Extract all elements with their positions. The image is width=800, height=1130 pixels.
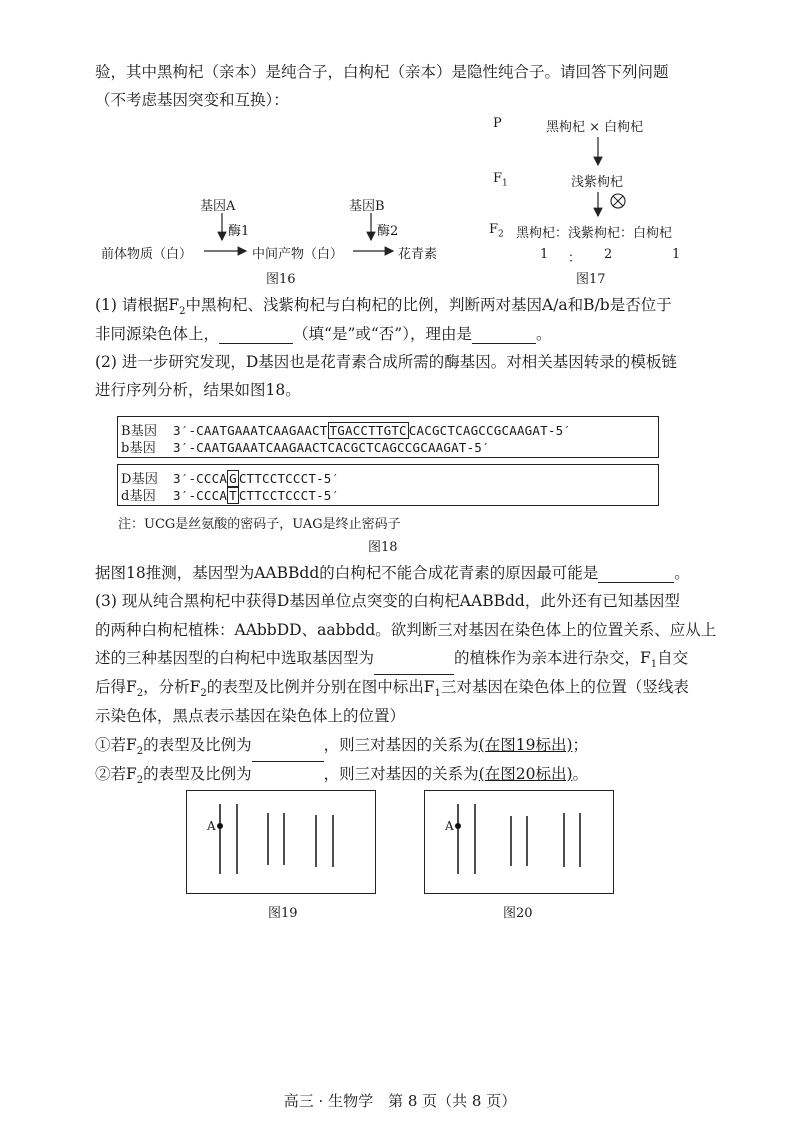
cross-arrows xyxy=(0,0,800,300)
q3-blank-genotype xyxy=(374,658,454,675)
figure-20-caption: 图20 xyxy=(503,906,533,921)
lb-gene-seq: b基因 3′-CAATGAAATCAAGAACTCACGCTCAGCCGCAAGAT-5′ xyxy=(121,440,490,456)
f1-label: $F_1$ xyxy=(493,171,508,189)
figure-18-caption: 图18 xyxy=(368,540,398,555)
figure-20-chromosomes xyxy=(425,791,613,893)
f1-value: 浅紫枸杞 xyxy=(571,175,624,190)
p-cross: 黑枸杞 × 白枸杞 xyxy=(546,120,644,135)
ld-gene-boxed: T xyxy=(229,488,237,503)
q3-line-3: 述的三种基因型的白枸杞中选取基因型为 的植株作为亲本进行杂交，$F_1$自交 xyxy=(95,648,688,675)
q2-line-2: 进行序列分析，结果如图18。 xyxy=(95,381,301,399)
gene-b-label: 基因B xyxy=(349,199,385,214)
q2-line-1: (2) 进一步研究发现，D基因也是花青素合成所需的酶基因。对相关基因转录的模板链 xyxy=(95,353,677,371)
b-gene-boxed: TGACCTTGTC xyxy=(329,423,407,438)
figure-20-gene-label: A xyxy=(445,819,454,833)
figure-19-gene-label: A xyxy=(207,819,216,833)
q3-sub-2: ②若$F_2$的表型及比例为 ，则三对基因的关系为(在图20标出)。 xyxy=(95,764,588,791)
q2b-blank xyxy=(598,566,674,583)
ratio-1: 1 xyxy=(540,247,549,262)
ratio-colon: ： xyxy=(568,251,582,266)
figure-19-caption: 图19 xyxy=(268,906,298,921)
ld-gene-seq: d基因 3′-CCCA T CTTCCTCCCT-5′ xyxy=(121,488,340,504)
q3-sub1-blank xyxy=(252,745,324,762)
figure-17-caption: 图17 xyxy=(576,272,606,287)
figure-18-note: 注：UCG是丝氨酸的密码子，UAG是终止密码子 xyxy=(118,517,401,532)
f2-label: $F_2$ xyxy=(489,222,504,240)
ratio-3: 1 xyxy=(672,247,681,262)
q1-line-2: 非同源染色体上， （填“是”或“否”），理由是 。 xyxy=(95,325,552,343)
q1-blank-2 xyxy=(472,327,536,344)
figure-19-chromosomes xyxy=(187,791,375,893)
intro-line-2: （不考虑基因突变和互换）： xyxy=(95,91,289,109)
q3-line-4: 后得$F_2$，分析$F_2$的表型及比例并分别在图中标出$F_1$三对基因在染色体上的位置（竖线表 xyxy=(95,678,689,700)
enzyme-1-label: 酶1 xyxy=(228,224,250,239)
figure-19-box[interactable] xyxy=(186,790,376,894)
enzyme-2-label: 酶2 xyxy=(377,224,399,239)
ratio-2: 2 xyxy=(604,247,613,262)
figure-16-caption: 图16 xyxy=(266,272,296,287)
figure-20-box[interactable] xyxy=(424,790,614,894)
q1-blank-1 xyxy=(219,327,293,344)
q3-sub-1: ①若$F_2$的表型及比例为 ，则三对基因的关系为(在图19标出)； xyxy=(95,735,588,762)
precursor-label: 前体物质（白） xyxy=(101,247,193,262)
gene-a-label: 基因A xyxy=(200,199,236,214)
f2-value: 黑枸杞：浅紫枸杞：白枸杞 xyxy=(516,226,673,241)
gene-dot xyxy=(455,823,461,829)
d-gene-seq: D基因 3′-CCCA G CTTCCTCCCT-5′ xyxy=(121,471,340,487)
q1-line-1: (1) 请根据$F_2$中黑枸杞、浅紫枸杞与白枸杞的比例，判断两对基因A/a和B/b是否位于 xyxy=(95,296,672,318)
q3-line-1: (3) 现从纯合黑枸杞中获得D基因单位点突变的白枸杞AABBdd，此外还有已知基因型 xyxy=(95,592,680,610)
product-label: 花青素 xyxy=(398,247,438,262)
q3-line-2: 的两种白枸杞植株：AAbbDD、aabbdd。欲判断三对基因在染色体上的位置关系、应从上 xyxy=(95,621,717,639)
page-footer: 高三 · 生物学 第 8 页（共 8 页） xyxy=(283,1092,517,1110)
q3-line-5: 示染色体，黑点表示基因在染色体上的位置） xyxy=(95,707,406,725)
intermediate-label: 中间产物（白） xyxy=(252,247,344,262)
p-label: P xyxy=(493,116,502,131)
sequence-box-b xyxy=(117,416,659,458)
gene-dot xyxy=(217,823,223,829)
q2b-line: 据图18推测，基因型为AABBdd的白枸杞不能合成花青素的原因最可能是 。 xyxy=(95,564,690,582)
q3-sub2-blank xyxy=(252,774,324,791)
d-gene-boxed: G xyxy=(229,471,237,486)
b-gene-seq: B基因 3′-CAATGAAATCAAGAACT TGACCTTGTC CACGCTCAGCCGCAAGAT-5′ xyxy=(121,423,572,439)
intro-line-1: 验，其中黑枸杞（亲本）是纯合子，白枸杞（亲本）是隐性纯合子。请回答下列问题 xyxy=(95,63,669,81)
sequence-box-d xyxy=(117,464,659,506)
